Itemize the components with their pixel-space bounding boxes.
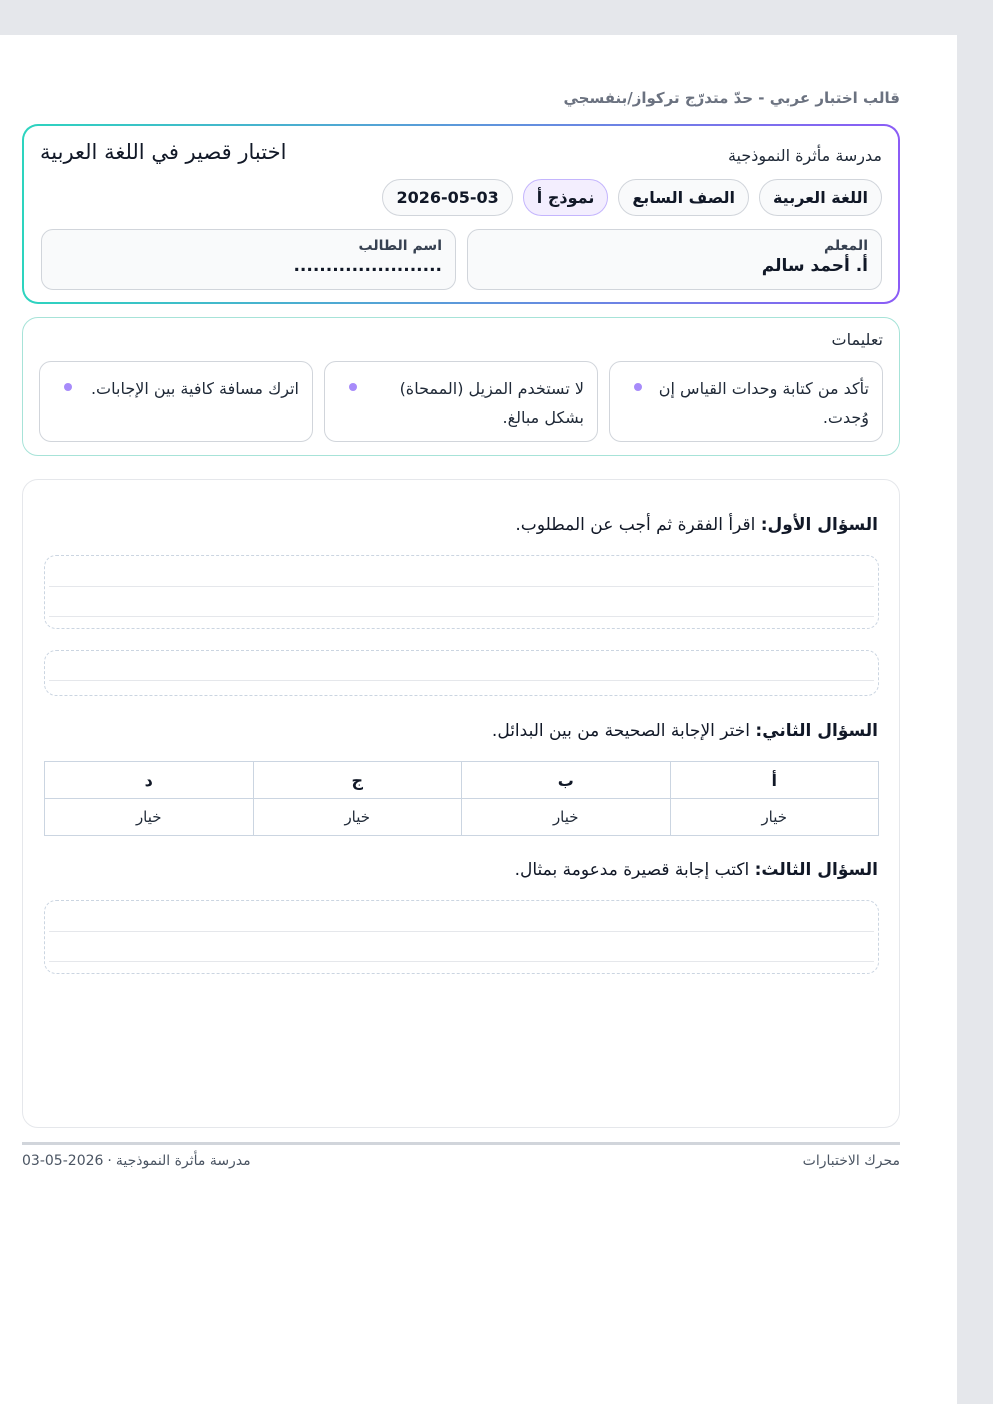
school-name: مدرسة مأثرة النموذجية — [727, 146, 882, 165]
student-name-field[interactable]: ....................... — [293, 256, 442, 276]
student-box[interactable] — [41, 229, 456, 290]
bullet-dot-icon — [349, 383, 357, 391]
answer-line — [49, 680, 874, 681]
exam-header-card — [22, 124, 900, 304]
question-1-label: السؤال الأول: — [760, 515, 878, 535]
instructions-list — [39, 361, 883, 442]
question-3-label: السؤال الثالث: — [754, 860, 878, 880]
teacher-box — [467, 229, 882, 290]
grade-chip: الصف السابع — [618, 179, 749, 216]
footer-separator: · — [107, 1153, 112, 1169]
footer-school: مدرسة مأثرة النموذجية — [115, 1153, 251, 1169]
bullet-dot-icon — [64, 383, 72, 391]
instructions-panel — [22, 317, 900, 456]
exam-title: اختبار قصير في اللغة العربية — [40, 140, 287, 164]
date-chip: 2026-05-03 — [382, 179, 512, 216]
student-name-label: اسم الطالب — [358, 238, 442, 254]
choices-row — [45, 799, 879, 836]
answer-line — [49, 961, 874, 962]
instructions-title: تعليمات — [831, 330, 883, 349]
choice-option-b[interactable]: خيار — [462, 799, 671, 836]
choices-header-row — [45, 762, 879, 799]
footer-divider — [22, 1142, 900, 1145]
questions-section — [22, 479, 900, 1128]
exam-header-inner — [24, 126, 898, 302]
instruction-text: لا تستخدم المزيل (الممحاة) بشكل مبالغ. — [399, 379, 584, 427]
template-title: قالب اختبار عربي - حدّ متدرّج تركواز/بنفسجي — [563, 89, 900, 107]
instruction-item — [39, 361, 313, 442]
question-3-text: اكتب إجابة قصيرة مدعومة بمثال. — [514, 860, 750, 880]
info-boxes — [41, 229, 882, 290]
question-2-label: السؤال الثاني: — [755, 721, 878, 741]
bullet-dot-icon — [634, 383, 642, 391]
answer-area-2[interactable] — [44, 650, 879, 696]
choice-header-c: ج — [253, 762, 462, 799]
instruction-item — [609, 361, 883, 442]
answer-line — [49, 586, 874, 587]
choice-header-a: أ — [670, 762, 879, 799]
question-3 — [515, 860, 878, 880]
choice-option-c[interactable]: خيار — [253, 799, 462, 836]
footer-engine: محرك الاختبارات — [802, 1153, 900, 1169]
instruction-text: اترك مسافة كافية بين الإجابات. — [90, 379, 299, 398]
choice-header-d: د — [45, 762, 254, 799]
subject-chip: اللغة العربية — [759, 179, 882, 216]
answer-line — [49, 931, 874, 932]
choices-table — [44, 761, 879, 836]
answer-line — [49, 616, 874, 617]
form-chip: نموذج أ — [523, 179, 609, 216]
choice-option-a[interactable]: خيار — [670, 799, 879, 836]
answer-area-3[interactable] — [44, 900, 879, 974]
question-2-text: اختر الإجابة الصحيحة من بين البدائل. — [491, 721, 751, 741]
teacher-name: أ. أحمد سالم — [761, 256, 868, 276]
choice-option-d[interactable]: خيار — [45, 799, 254, 836]
instruction-text: تأكد من كتابة وحدات القياس إن وُجدت. — [658, 379, 869, 427]
footer-info — [22, 1153, 251, 1169]
instruction-item — [324, 361, 598, 442]
question-2 — [492, 721, 878, 741]
answer-area-1[interactable] — [44, 555, 879, 629]
question-1 — [515, 515, 878, 535]
choice-header-b: ب — [462, 762, 671, 799]
question-1-text: اقرأ الفقرة ثم أجب عن المطلوب. — [515, 515, 756, 535]
teacher-label: المعلم — [823, 238, 868, 254]
footer-date: 2026-05-03 — [22, 1153, 104, 1169]
exam-page — [0, 35, 957, 1404]
exam-meta-chips — [382, 179, 882, 216]
